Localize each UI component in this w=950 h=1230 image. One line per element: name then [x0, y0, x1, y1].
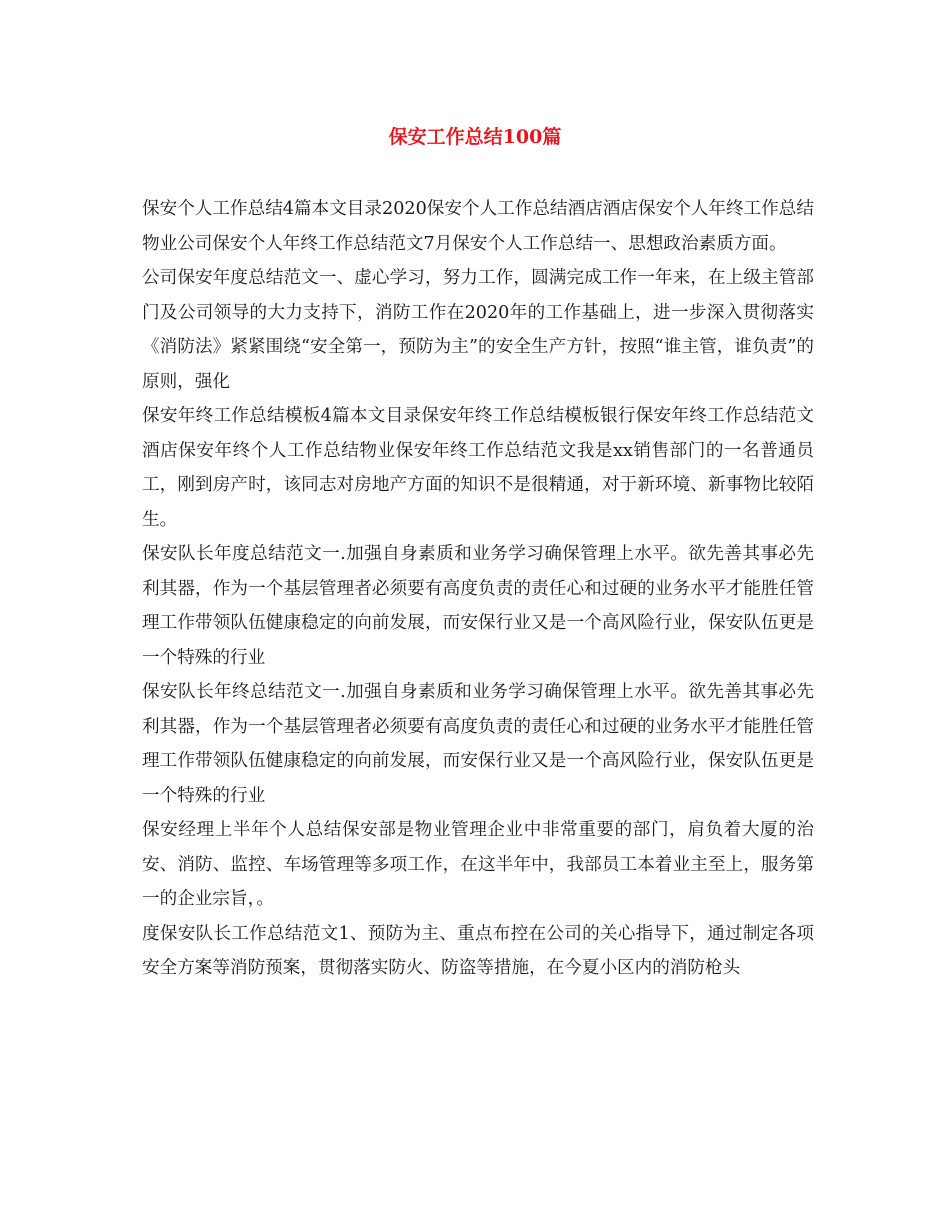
page-title: 保安工作总结100篇: [388, 126, 562, 148]
paragraph: 度保安队长工作总结范文1、预防为主、重点布控在公司的关心指导下，通过制定各项安全方案等消防预案，贯彻落实防火、防盗等措施，在今夏小区内的消防枪头: [142, 923, 814, 978]
paragraph: 公司保安年度总结范文一、虚心学习，努力工作，圆满完成工作一年来，在上级主管部门及公司领导的大力支持下，消防工作在2020年的工作基础上，进一步深入贯彻落实《消防法》紧紧围绕“安全第一，预防为主”的安全生产方针，按照“谁主管，谁负责”的原则，强化: [142, 268, 814, 392]
document-body: [142, 192, 814, 986]
paragraph: 保安个人工作总结4篇本文目录2020保安个人工作总结酒店酒店保安个人年终工作总结物业公司保安个人年终工作总结范文7月保安个人工作总结一、思想政治素质方面。: [142, 199, 814, 254]
paragraph: 保安经理上半年个人总结保安部是物业管理企业中非常重要的部门，肩负着大厦的治安、消防、监控、车场管理等多项工作，在这半年中，我部员工本着业主至上，服务第一的企业宗旨，。: [142, 820, 814, 909]
paragraph: 保安队长年终总结范文一.加强自身素质和业务学习确保管理上水平。欲先善其事必先利其器，作为一个基层管理者必须要有高度负责的责任心和过硬的业务水平才能胜任管理工作带领队伍健康稳定的向前发展，而安保行业又是一个高风险行业，保安队伍更是一个特殊的行业: [142, 682, 814, 806]
paragraph: 保安年终工作总结模板4篇本文目录保安年终工作总结模板银行保安年终工作总结范文酒店保安年终个人工作总结物业保安年终工作总结范文我是xx销售部门的一名普通员工，刚到房产时，该同志对房地产方面的知识不是很精通，对于新环境、新事物比较陌生。: [142, 406, 814, 530]
paragraph: 保安队长年度总结范文一.加强自身素质和业务学习确保管理上水平。欲先善其事必先利其器，作为一个基层管理者必须要有高度负责的责任心和过硬的业务水平才能胜任管理工作带领队伍健康稳定的向前发展，而安保行业又是一个高风险行业，保安队伍更是一个特殊的行业: [142, 544, 814, 668]
